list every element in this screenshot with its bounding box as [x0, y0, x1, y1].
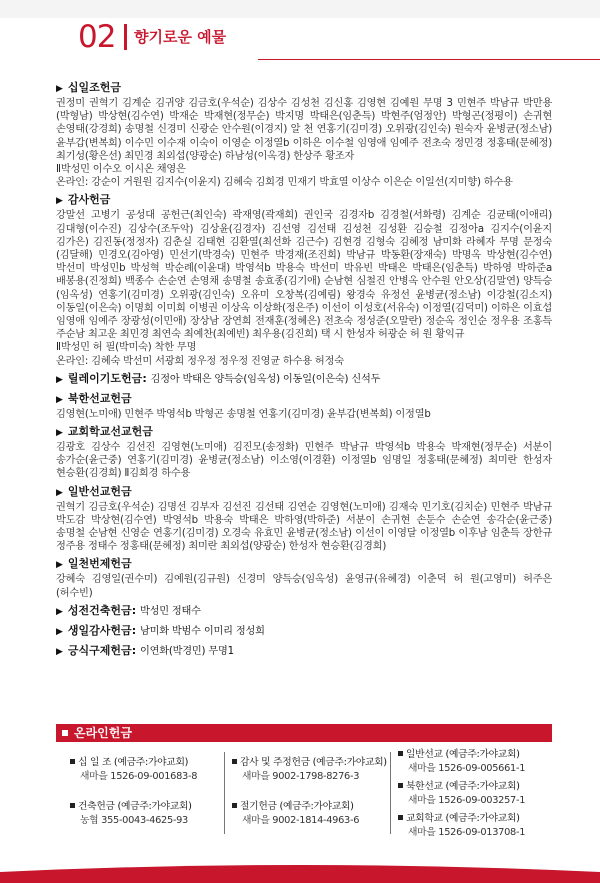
account-name: 감사 및 주정헌금 (예금주:가야교회) [240, 757, 387, 768]
triangle-bullet-icon: ▶ [56, 626, 63, 637]
account-number: 새마을 1526-09-001683-8 [80, 771, 198, 782]
section-relief: ▶ 긍식구제헌금: 이연화(박경민) 무명1 [56, 643, 234, 657]
account-building [70, 800, 192, 828]
account-north-korea-mission [398, 780, 525, 808]
square-bullet-icon [398, 815, 403, 820]
section-birthday-thanks: ▶ 생일감사헌금: 남미화 박범수 이미리 정성희 [56, 623, 265, 637]
donor-list: Ⅱ박성민 허 필(박미숙) 착한 무명 [56, 342, 197, 354]
triangle-bullet-icon: ▶ [56, 560, 63, 571]
footer-wave [0, 858, 600, 883]
donor-list: 이연화(박경민) 무명1 [139, 645, 234, 657]
donor-list: 김정아 박태은 양득승(임옥성) 이동일(이은숙) 신석두 [150, 373, 381, 385]
square-bullet-icon [70, 803, 75, 808]
donor-list: 강혜숙 김영일(권수미) 김예원(김규원) 신경미 양득승(임옥성) 윤영규(유혜경) 이춘덕 허 원(고영미) 허주은(허수빈) [56, 574, 552, 599]
account-name: 교회학교 (예금주:가야교회) [406, 813, 520, 824]
triangle-bullet-icon: ▶ [56, 196, 63, 207]
section-title: 북한선교헌금 [67, 391, 132, 405]
triangle-bullet-icon: ▶ [56, 394, 63, 405]
section-body [56, 441, 552, 481]
section-title: 교회학교선교헌금 [67, 425, 153, 439]
donor-list: 강말선 고병기 공성대 공헌근(최인숙) 곽재영(곽재희) 권인국 김경자b 김경철(서화령) 김계순 김균태(이애리) 김대형(이수진) 김상수(조두악) 김상윤(김경자) 김선영 김선태 김성천 김성환 김승철 김정아a 김지수(이윤지 김가은) 김진동(정정자) 김춘실 김태현 김환열(최선화 김근수) 김현경 김형숙 김혜정 남미화 라혜자 무명 문정숙(김달해) 민경오(김아영) 민선기(박경숙) 민현주 박경재(조진희) 박남규 박동환(장재숙) 박명옥 박상현(김수연) 박선미 박성민b 박성혁 박순례(이윤대) 박영석b 박용숙 박선미 박유빈 박태은 박태은(임춘득) 박하영 박하준a 배봉용(진정희) 백종수 손순연 손영채 송명철 송효종(김기애) 순남현 심철진 안병옥 안수원 안오상(김말연) 양득승(임옥성) 연홍기(김미경) 오위광(김인숙) 오유미 오창복(김예림) 왕경숙 유정선 윤병균(정소남) 이강철(김소지) 이동일(이은숙) 이명희 이미희 이병권 이상옥 이상화(정은주) 이선이 이성호(서유숙) 이정열(김덕미) 이하은 이효섭 임영애 임예주 장광성(이민애) 장상남 장연희 전재훈(정혜은) 전초숙 정성준(오말란) 정순옥 정인순 정우용 조홍득 주순남 최고운 최민경 최연숙 최예찬(최예빈) 최우용(김진희) 택 시 한성자 허광순 허 원 황익규 [56, 210, 552, 341]
account-general-mission [398, 748, 525, 776]
column-divider [390, 752, 391, 834]
section-title: 생일감사헌금 [67, 623, 132, 637]
triangle-bullet-icon: ▶ [56, 428, 63, 439]
section-title: 일천번제헌금 [67, 557, 132, 571]
triangle-bullet-icon: ▶ [56, 606, 63, 617]
section-body [56, 209, 552, 367]
donor-list: 김영현(노미애) 민현주 박영석b 박형곤 송명철 연홍기(김미경) 윤부갑(변복희) 이정열b [56, 408, 431, 420]
account-name: 북한선교 (예금주:가야교회) [406, 781, 520, 792]
donor-list: 남미화 박범수 이미리 정성희 [139, 625, 265, 637]
section-number: 02 [78, 19, 116, 55]
account-name: 절기헌금 (예금주:가야교회) [240, 801, 354, 812]
donor-list: 박성민 정태수 [139, 605, 201, 617]
account-tithe [70, 756, 197, 784]
page-header [78, 18, 600, 56]
square-bullet-icon [70, 759, 75, 764]
square-bullet-icon [62, 730, 68, 736]
section-title: 긍식구제헌금 [67, 643, 132, 657]
donor-list: Ⅱ박성민 이수오 이시온 채영은 [56, 164, 186, 176]
triangle-bullet-icon: ▶ [56, 487, 63, 498]
account-number: 새마을 1526-09-003257-1 [408, 795, 526, 806]
account-number: 새마을 9002-1814-4963-6 [242, 815, 360, 826]
page-title: 향기로운 예물 [134, 28, 227, 46]
square-bullet-icon [398, 751, 403, 756]
section-body [56, 501, 552, 554]
section-body [56, 573, 552, 599]
section-title: 감사헌금 [67, 193, 111, 207]
header-divider [124, 24, 127, 50]
header-underline [258, 59, 600, 60]
triangle-bullet-icon: ▶ [56, 646, 63, 657]
square-bullet-icon [398, 783, 403, 788]
section-tithe [56, 80, 552, 189]
account-number: 새마을 1526-09-005661-1 [408, 763, 526, 774]
section-thanks [56, 192, 552, 367]
section-building-fund: ▶ 성전건축헌금: 박성민 정태수 [56, 603, 201, 617]
triangle-bullet-icon: ▶ [56, 374, 63, 385]
section-body [56, 97, 552, 189]
online-offering-title: 온라인헌금 [74, 726, 132, 740]
section-relay-prayer: ▶ 릴레이기도헌금: 김정아 박태은 양득승(임옥성) 이동일(이은숙) 신석두 [56, 371, 381, 385]
section-general-mission [56, 484, 552, 554]
account-number: 새마을 1526-09-013708-1 [408, 827, 526, 838]
online-accounts [56, 742, 552, 844]
section-title: 십일조헌금 [67, 81, 122, 94]
account-name: 건축헌금 (예금주:가야교회) [78, 801, 192, 812]
account-church-school [398, 812, 525, 840]
donor-list: 온라인: 강순이 거원원 김지수(이윤지) 김혜숙 김희경 민재기 박효열 이상수 이은순 이일선(지미향) 하수용 [56, 177, 513, 189]
donor-list: 온라인: 김혜숙 박선미 서광희 정우정 정우정 진영균 하수용 허정숙 [56, 355, 344, 367]
section-title: 성전건축헌금 [67, 603, 132, 617]
account-thanks [232, 756, 387, 784]
section-body [56, 408, 552, 421]
online-offering-header [56, 724, 552, 742]
section-north-korea-mission [56, 391, 552, 421]
square-bullet-icon [232, 803, 237, 808]
square-bullet-icon [232, 759, 237, 764]
section-thousand-offerings [56, 556, 552, 599]
triangle-bullet-icon: ▶ [56, 84, 63, 94]
top-band [0, 0, 600, 18]
section-title: 릴레이기도헌금 [67, 371, 143, 385]
account-name: 십 일 조 (예금주:가야교회) [78, 757, 189, 768]
account-name: 일반선교 (예금주:가야교회) [406, 749, 520, 760]
column-divider [224, 752, 225, 834]
account-number: 농협 355-0043-4625-93 [80, 815, 188, 826]
account-season [232, 800, 359, 828]
section-church-school-mission [56, 424, 552, 481]
donor-list: 김광호 김상수 김선진 김영현(노미애) 김진모(송정화) 민현주 박남규 박영석b 박용숙 박재현(정무순) 서분이 송가순(윤근중) 연홍기(김미경) 윤병균(정소남) 이소영(이경환) 이정열b 임명일 정홍태(문혜정) 최미란 한성자 현승환(김경희) Ⅱ김희경 하수용 [56, 442, 552, 480]
donor-list: 권혁기 김금호(우석순) 김명선 김부자 김선진 김선태 김연순 김영현(노미애) 김재숙 민기호(김치순) 민현주 박남규 박도감 박상현(김수연) 박영석b 박용숙 박태은 박하영(박하준) 서분이 손귀현 손둔수 손순연 송각순(윤근중) 송명철 순남현 신영순 연홍기(김미경) 오경숙 유효민 윤병균(정소남) 이선이 이영달 이정열b 이후남 임춘득 장한규 정주용 정태수 정홍태(문혜정) 최미란 최외섭(양광순) 한성자 현승환(김경희) [56, 501, 552, 553]
donor-list: 권정미 권혁기 김계순 김귀양 김금호(우석순) 김상수 김성천 김신홍 김영현 김예원 무명 3 민현주 박남규 박만용(박형남) 박상현(김수연) 박재순 박재현(정무순) 박지명 박태은(임춘득) 박현주(엄정안) 박형곤(정평이) 손귀현 손영태(강경희) 송명철 신경미 신광순 안수원(이경지) 알 천 연홍기(김미경) 오위광(김인숙) 원숙자 윤병균(정소남) 윤부갑(변복희) 이수민 이수재 이숙이 이영순 이정열b 이하은 이수철 임영애 임예주 전초숙 정민경 정홍태(문혜정) 최기성(황은선) 최민경 최외섭(양광순) 하남성(이옥경) 한상주 황조자 [56, 98, 552, 162]
account-number: 새마을 9002-1798-8276-3 [242, 771, 360, 782]
offering-list [56, 80, 552, 660]
section-title: 일반선교헌금 [67, 484, 132, 498]
